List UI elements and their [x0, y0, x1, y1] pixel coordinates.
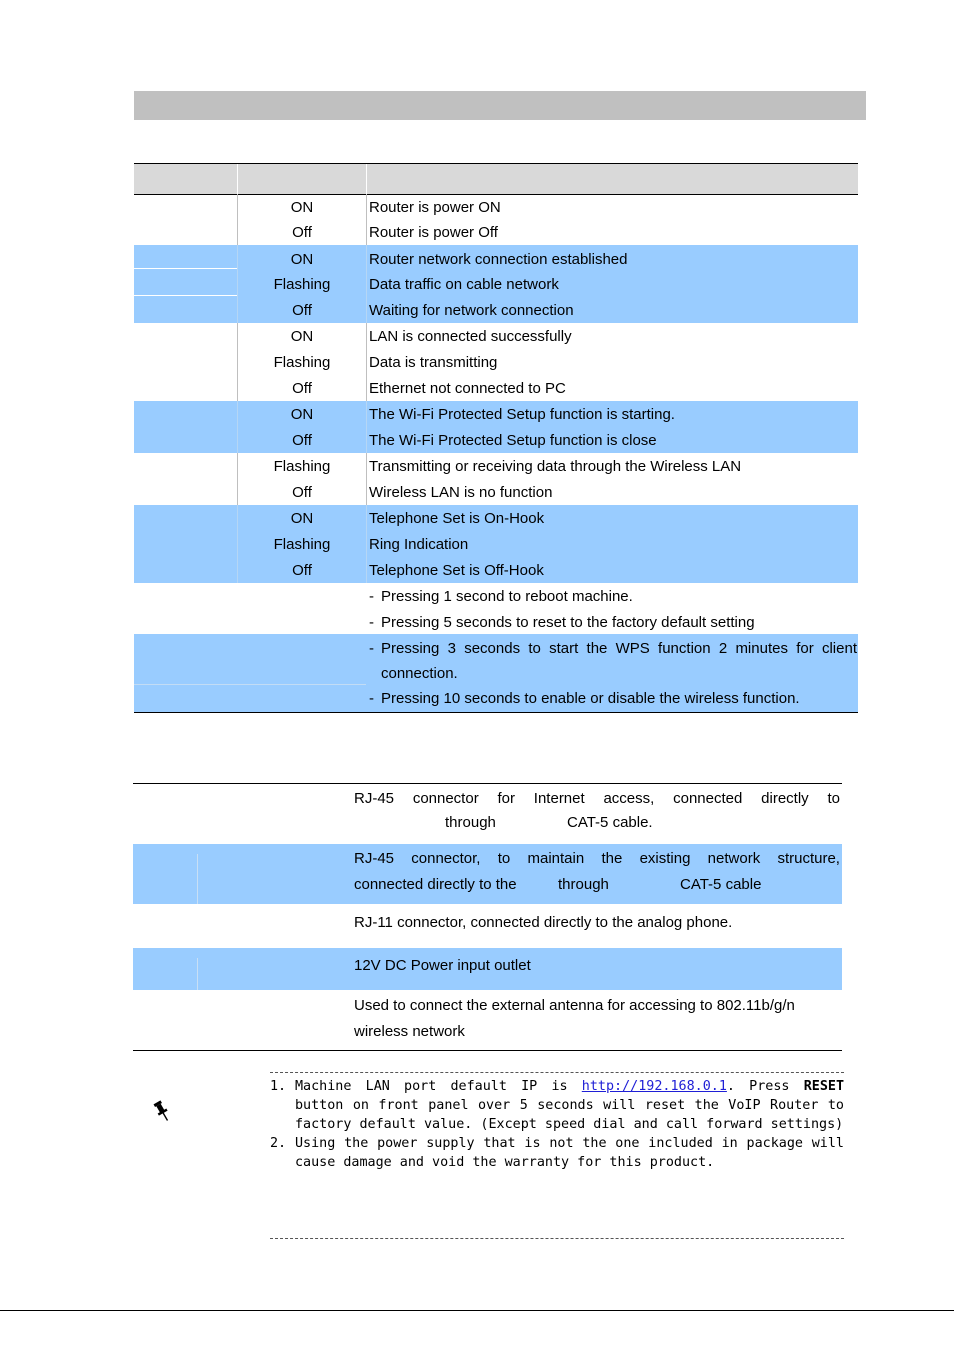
wan-description — [354, 786, 840, 838]
word: RJ-45 — [354, 790, 395, 807]
default-ip-link[interactable]: http://192.168.0.1 — [581, 1079, 727, 1094]
wan-cable: CAT-5 cable. — [567, 814, 653, 831]
table-bottom-border — [134, 712, 858, 713]
phone-description: RJ-11 connector, connected directly to the analog phone. — [354, 914, 733, 931]
table-row — [134, 480, 858, 506]
note-number: 2. — [270, 1136, 287, 1151]
row-divider — [134, 684, 366, 685]
led-status: Off — [292, 380, 312, 397]
wps-line-continued: connection. — [381, 665, 458, 682]
word: Internet — [533, 790, 585, 807]
led-status: ON — [290, 199, 314, 216]
led-group-cable — [134, 245, 858, 323]
header-divider — [237, 164, 238, 194]
word: for — [497, 790, 515, 807]
word: connected — [673, 790, 743, 807]
port-row-lan — [133, 844, 842, 904]
bullet: - — [369, 690, 374, 707]
led-description: Router is power ON — [369, 199, 501, 216]
led-description: Telephone Set is On-Hook — [369, 510, 545, 527]
table-row — [134, 298, 858, 324]
reset-description — [369, 583, 855, 634]
table-row — [134, 402, 858, 428]
table-row — [134, 454, 858, 480]
led-status: ON — [290, 510, 314, 527]
led-status: Flashing — [273, 276, 331, 293]
led-status: Off — [292, 432, 312, 449]
note-text-segment: button on front panel over 5 seconds will reset the VoIP Router to factory default value. (Except speed dial and call forward settings) — [295, 1098, 844, 1132]
led-description: Telephone Set is Off-Hook — [369, 562, 544, 579]
reset-line: Pressing 1 second to reboot machine. — [381, 588, 633, 605]
table-row — [134, 558, 858, 584]
led-status: Flashing — [273, 536, 331, 553]
power-description: 12V DC Power input outlet — [354, 957, 531, 974]
led-description: Wireless LAN is no function — [369, 484, 553, 501]
led-group-lan — [134, 323, 858, 401]
led-status: ON — [290, 251, 314, 268]
led-status: Off — [292, 562, 312, 579]
led-description: Transmitting or receiving data through the Wireless LAN — [369, 458, 742, 475]
led-group-phone — [134, 505, 858, 583]
led-description: LAN is connected successfully — [369, 328, 572, 345]
bullet: - — [369, 640, 374, 657]
word: to — [497, 850, 511, 867]
wps-line: Pressing 10 seconds to enable or disable the wireless function. — [381, 690, 800, 707]
word: access, — [603, 790, 655, 807]
note-text-segment: Machine LAN port default IP is — [295, 1079, 582, 1094]
word: existing — [639, 850, 691, 867]
bullet: - — [369, 614, 374, 631]
table-row — [134, 195, 858, 221]
lan-cable: CAT-5 cable — [680, 876, 762, 893]
footer-rule — [0, 1310, 954, 1311]
led-group-wlan — [134, 453, 858, 505]
table-row — [134, 324, 858, 350]
antenna-line: Used to connect the external antenna for accessing to 802.11b/g/n — [354, 997, 795, 1014]
word: connector, — [411, 850, 481, 867]
led-description: Ring Indication — [369, 536, 469, 553]
table-row — [134, 247, 858, 273]
lan-connected: connected directly to the — [354, 876, 517, 893]
word: network — [707, 850, 761, 867]
led-status: ON — [290, 328, 314, 345]
led-group-wps — [134, 401, 858, 453]
led-status: Flashing — [273, 458, 331, 475]
word: to — [827, 790, 840, 807]
led-status: Off — [292, 484, 312, 501]
table-bottom-border — [133, 1050, 842, 1051]
section-header-bar — [134, 91, 866, 120]
led-description: Data traffic on cable network — [369, 276, 559, 293]
note-text-segment: Using the power supply that is not the one included in package will cause damage and void the warranty for this product. — [295, 1136, 844, 1170]
led-description: Ethernet not connected to PC — [369, 380, 566, 397]
table-row — [134, 506, 858, 532]
table-row — [134, 376, 858, 402]
wps-button-row — [134, 634, 858, 712]
table-row — [134, 350, 858, 376]
lan-through: through — [558, 876, 609, 893]
word: connector — [412, 790, 479, 807]
column-divider — [197, 854, 198, 904]
wps-line: Pressing 3 seconds to start the WPS function 2 minutes for client — [381, 640, 857, 657]
reset-button-row — [134, 583, 858, 634]
port-row-phone — [133, 905, 842, 948]
word: maintain — [527, 850, 585, 867]
table-header — [134, 163, 858, 195]
led-status: Off — [292, 302, 312, 319]
led-status: Flashing — [273, 354, 331, 371]
led-description: Waiting for network connection — [369, 302, 574, 319]
reset-line: Pressing 5 seconds to reset to the factory default setting — [381, 614, 755, 631]
note-text — [270, 1077, 844, 1172]
note-box — [270, 1072, 844, 1239]
led-status: ON — [290, 406, 314, 423]
pushpin-icon — [152, 1097, 172, 1125]
column-divider — [197, 958, 198, 990]
led-description: The Wi-Fi Protected Setup function is close — [369, 432, 657, 449]
word: the — [601, 850, 623, 867]
led-status: Off — [292, 224, 312, 241]
lan-description — [354, 846, 840, 898]
word: structure, — [777, 850, 840, 867]
table-row — [134, 272, 858, 298]
table-row — [134, 220, 858, 246]
note-item — [270, 1134, 844, 1172]
antenna-description — [354, 993, 840, 1045]
port-row-antenna — [133, 991, 842, 1050]
port-row-power — [133, 948, 842, 990]
word: directly — [761, 790, 809, 807]
led-description: The Wi-Fi Protected Setup function is starting. — [369, 406, 675, 423]
note-number: 1. — [270, 1079, 287, 1094]
table-row — [134, 532, 858, 558]
wps-description — [369, 634, 857, 712]
note-item — [270, 1077, 844, 1134]
led-description: Router network connection established — [369, 251, 628, 268]
bullet: - — [369, 588, 374, 605]
led-description: Data is transmitting — [369, 354, 498, 371]
antenna-line: wireless network — [354, 1023, 465, 1040]
led-description: Router is power Off — [369, 224, 498, 241]
port-row-wan — [133, 784, 842, 844]
wan-through: through — [445, 814, 496, 831]
header-divider — [366, 164, 367, 194]
word: RJ-45 — [354, 850, 395, 867]
note-text-segment: . Press — [726, 1079, 790, 1094]
reset-keyword: RESET — [803, 1079, 845, 1094]
table-row — [134, 428, 858, 454]
led-group-power — [134, 194, 858, 245]
